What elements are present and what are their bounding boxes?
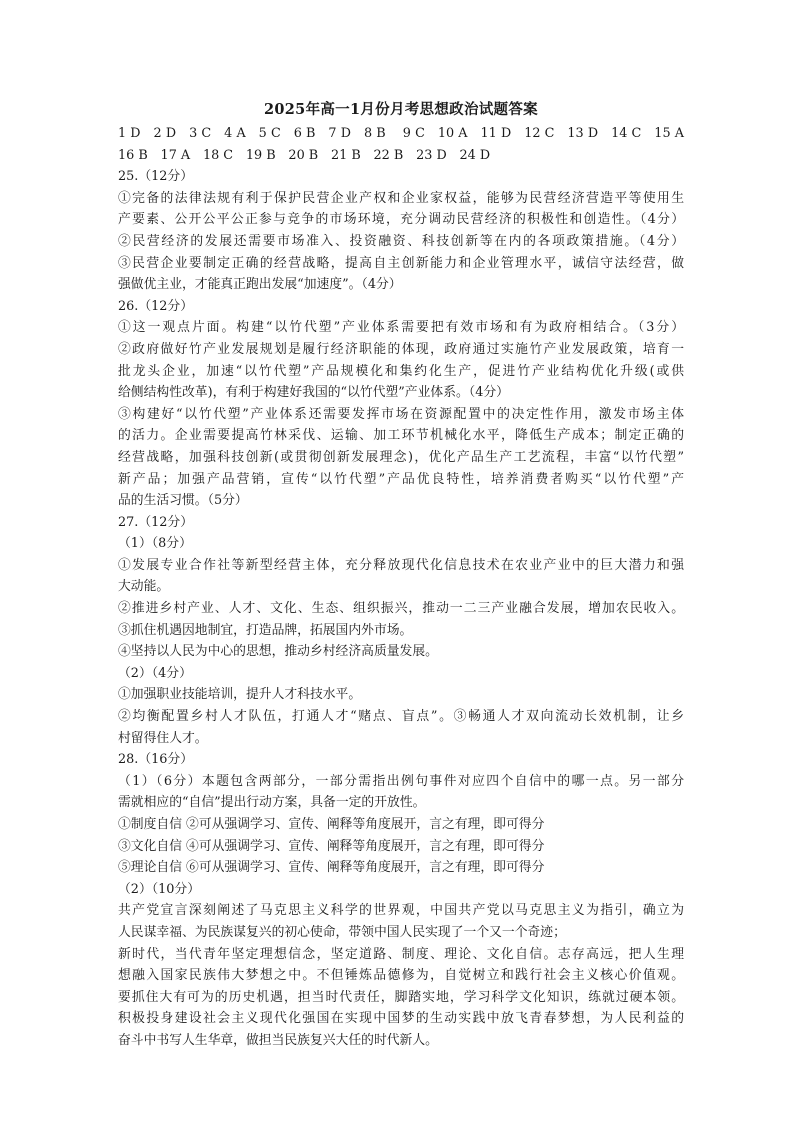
text-line: ①这一观点片面。构建“以竹代塑”产业体系需要把有效市场和有为政府相结合。（3分） [118, 320, 684, 336]
text-line: ②政府做好竹产业发展规划是履行经济职能的体现，政府通过实施竹产业发展政策，培育一 [118, 341, 684, 357]
text-line: ①发展专业合作社等新型经营主体，充分释放现代化信息技术在农业产业中的巨大潜力和强 [118, 557, 684, 573]
text-line: （2）（4分） [118, 665, 192, 681]
text-line: 村留得住人才。 [118, 730, 208, 746]
text-line: ②推进乡村产业、人才、文化、生态、组织振兴，推动一二三产业融合发展，增加农民收入。 [118, 601, 684, 617]
text-line: 给侧结构性改革)，有利于构建好我国的“以竹代塑”产业体系。（4分） [118, 385, 509, 401]
text-line: 人民谋幸福、为民族谋复兴的初心使命，带领中国人民实现了一个又一个奇迹； [118, 924, 566, 940]
text-line: 强做优主业，才能真正跑出发展“加速度”。（4分） [118, 277, 402, 293]
text-line: 27.（12分） [118, 514, 194, 530]
text-line: 想融入国家民族伟大梦想之中。不但锤炼品德修为，自觉树立和践行社会主义核心价值观。 [118, 968, 684, 984]
text-line: 28.（16分） [118, 752, 194, 768]
text-line: 25.（12分） [118, 169, 194, 185]
text-line: ②均衡配置乡村人才队伍，打通人才“赌点、盲点”。③畅通人才双向流动长效机制，让乡 [118, 709, 684, 725]
text-line: ③抓住机遇因地制宜，打造品牌，拓展国内外市场。 [118, 622, 413, 638]
text-line: 批龙头企业，加速“以竹代塑”产品规模化和集约化生产，促进竹产业结构优化升级(或供 [118, 363, 684, 379]
text-line: ①完备的法律法规有利于保护民营企业产权和企业家权益，能够为民营经济营造平等使用生 [118, 190, 684, 206]
text-line: ③民营企业要制定正确的经营战略，提高自主创新能力和企业管理水平，诚信守法经营，做 [118, 255, 684, 271]
text-line: 1 D 2 D 3 C 4 A 5 C 6 B 7 D 8 B 9 C 10 A 11 D 12 C 13 D 14 C 15 A [118, 126, 684, 141]
text-line: 经营战略，加强科技创新(或贯彻创新发展理念)，优化产品生产工艺流程，丰富“以竹代塑” [118, 449, 684, 465]
text-line: ②民营经济的发展还需要市场准入、投资融资、科技创新等在内的各项政策措施。（4分） [118, 233, 684, 249]
text-line: ③构建好“以竹代塑”产业体系还需要发挥市场在资源配置中的决定性作用，激发市场主体 [118, 406, 684, 422]
text-line: 的活力。企业需要提高竹林采伐、运输、加工环节机械化水平，降低生产成本；制定正确的 [118, 428, 684, 444]
text-line: 积极投身建设社会主义现代化强国在实现中国梦的生动实践中放飞青春梦想，为人民利益的 [118, 1011, 684, 1027]
answer-sheet [118, 100, 684, 1052]
text-line: 新时代，当代青年坚定理想信念，坚定道路、制度、理论、文化自信。志存高远，把人生理 [118, 946, 684, 962]
text-line: ④坚持以人民为中心的思想，推动乡村经济高质量发展。 [118, 644, 438, 660]
text-line: 奋斗中书写人生华章，做担当民族复兴大任的时代新人。 [118, 1032, 438, 1048]
text-line: ⑤理论自信 ⑥可从强调学习、宣传、阐释等角度展开，言之有理，即可得分 [118, 860, 545, 876]
text-line: ①制度自信 ②可从强调学习、宣传、阐释等角度展开，言之有理，即可得分 [118, 817, 545, 832]
text-line: ①加强职业技能培训，提升人才科技水平。 [118, 687, 362, 703]
page-title: 2025年高一1月份月考思想政治试题答案 [264, 101, 538, 118]
text-line: 要抓住大有可为的历史机遇，担当时代责任，脚踏实地，学习科学文化知识，练就过硬本领。 [118, 989, 684, 1005]
text-line: 大动能。 [118, 579, 170, 595]
text-line: （1）（6分）本题包含两部分，一部分需指出例句事件对应四个自信中的哪一点。另一部分 [118, 773, 684, 789]
text-line: 共产党宣言深刻阐述了马克思主义科学的世界观，中国共产党以马克思主义为指引，确立为 [118, 903, 684, 919]
answer-body [118, 123, 684, 1052]
text-line: （1）（8分） [118, 536, 192, 552]
text-line: 新产品；加强产品营销，宣传“以竹代塑”产品优良特性，培养消费者购买“以竹代塑”产 [118, 471, 684, 487]
text-line: （2）（10分） [118, 881, 201, 897]
text-line: 16 B 17 A 18 C 19 B 20 B 21 B 22 B 23 D 24 D [118, 147, 491, 163]
text-line: 产要素、公开公平公正参与竞争的市场环境，充分调动民营经济的积极性和创造性。（4分） [118, 212, 684, 228]
text-line: ③文化自信 ④可从强调学习、宣传、阐释等角度展开，言之有理，即可得分 [118, 838, 545, 854]
text-line: 需就相应的“自信”提出行动方案，具备一定的开放性。 [118, 795, 426, 811]
text-line: 品的生活习惯。（5分） [118, 493, 248, 509]
text-line: 26.（12分） [118, 298, 194, 314]
